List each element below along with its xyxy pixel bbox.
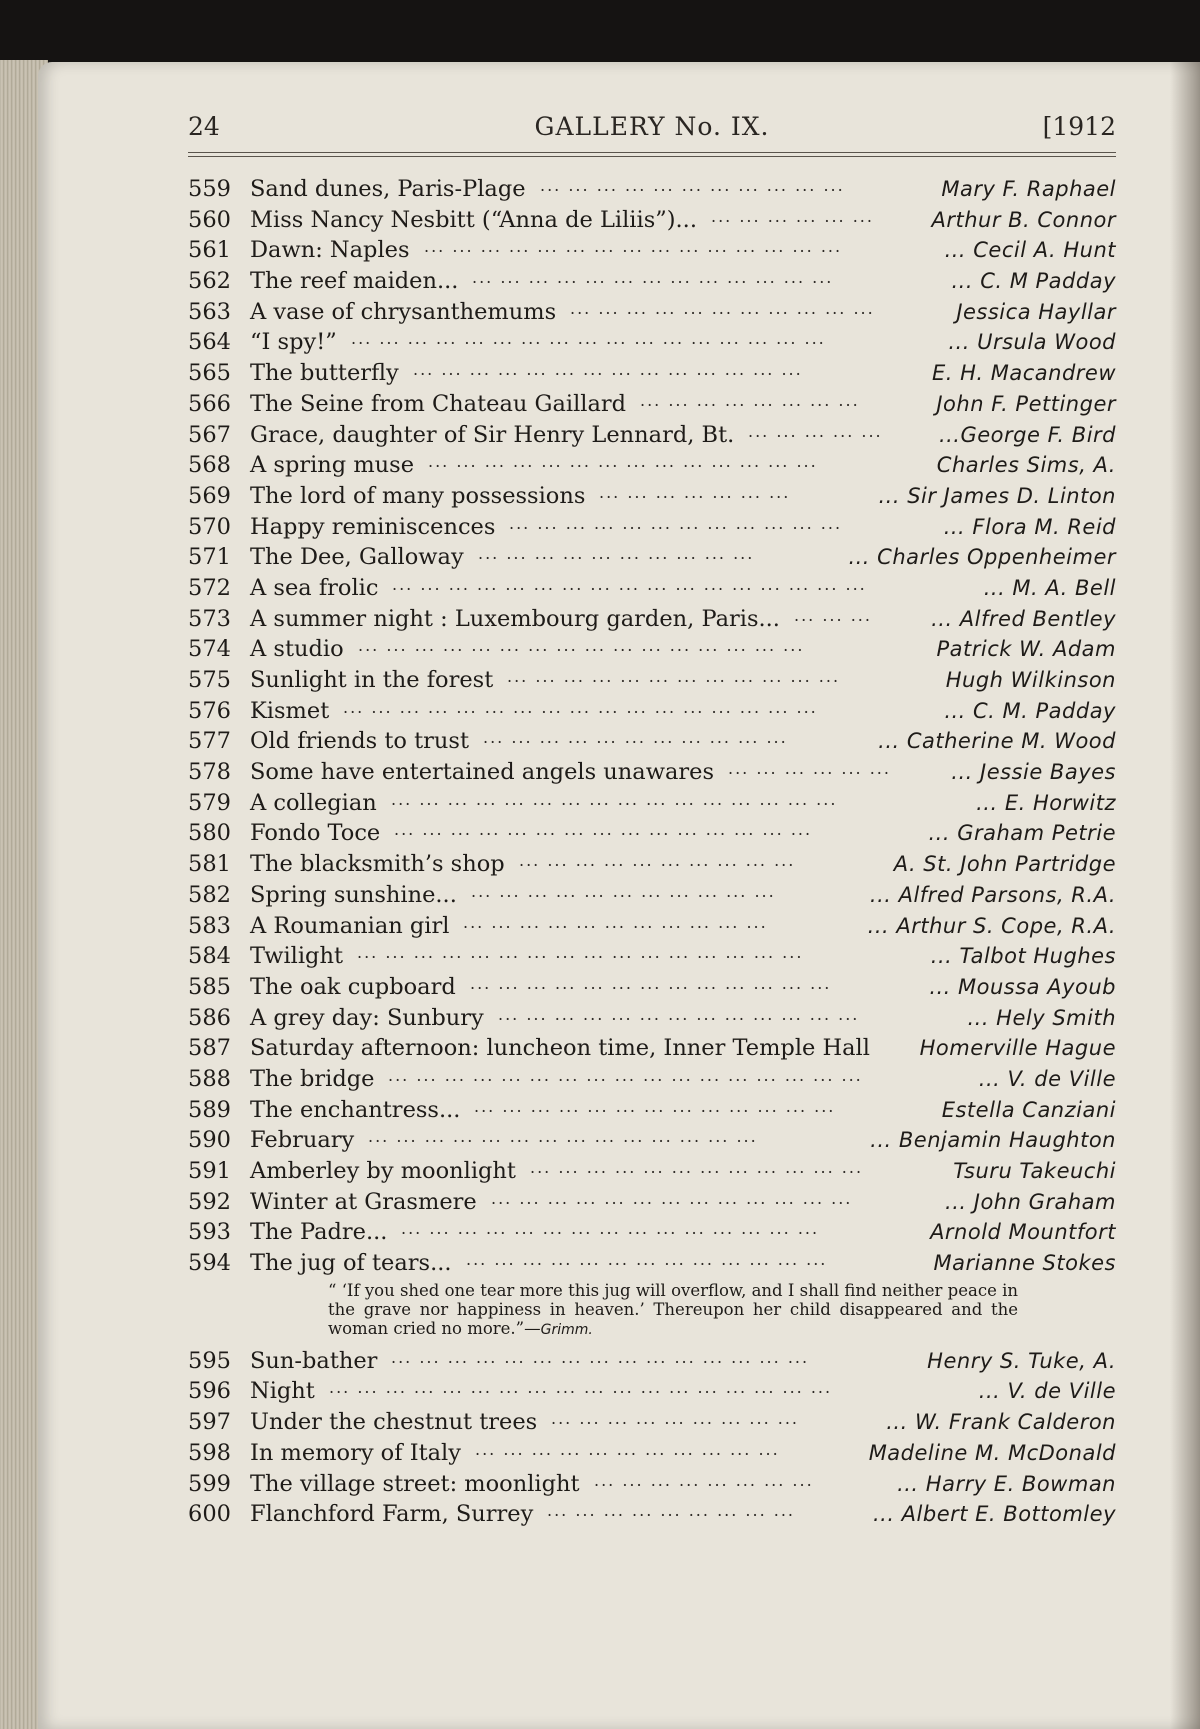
catalogue-entry <box>188 880 1128 911</box>
leader-dots: ... ... ... ... ... ... ... ... ... ... ... ... ... ... ... ... ... <box>343 697 818 717</box>
entry-number: 582 <box>188 881 231 908</box>
leader-dots: ... ... ... ... ... ... ... ... ... ... ... ... ... <box>491 1188 853 1208</box>
catalogue-entry <box>188 1346 1128 1377</box>
leader-dots: ... ... ... ... ... ... ... ... ... ... ... ... ... <box>470 973 832 993</box>
entry-title: The village street: moonlight <box>250 1470 580 1497</box>
entry-title: The jug of tears... <box>250 1250 452 1277</box>
leader-dots: ... ... ... ... ... ... ... ... ... ... ... ... <box>509 513 843 533</box>
leader-dots: ... ... ... ... ... ... ... ... ... ... <box>478 544 755 564</box>
catalogue-entry <box>188 634 1128 665</box>
entry-title: A vase of chrysanthemums <box>250 298 557 325</box>
entry-title: Twilight <box>250 943 343 970</box>
entry-title: The Seine from Chateau Gaillard <box>250 390 627 417</box>
entry-number: 598 <box>188 1439 231 1466</box>
entry-artist: Marianne Stokes <box>933 1251 1116 1276</box>
leader-dots: ... ... ... ... ... ... ... ... ... ... ... ... ... ... ... <box>394 820 813 840</box>
entry-artist: Estella Canziani <box>941 1097 1116 1122</box>
entry-artist: John F. Pettinger <box>936 391 1116 416</box>
entry-number: 564 <box>188 329 231 356</box>
leader-dots: ... ... ... ... ... ... ... ... ... ... ... <box>570 298 875 318</box>
catalogue-entry <box>188 1248 1128 1279</box>
entry-title: Flanchford Farm, Surrey <box>250 1501 534 1528</box>
catalogue-entry <box>188 788 1128 819</box>
catalogue-entry <box>188 1033 1128 1064</box>
entry-title: Spring sunshine... <box>250 881 457 908</box>
entry-number: 599 <box>188 1470 231 1497</box>
entry-number: 581 <box>188 851 231 878</box>
leader-dots: ... ... ... ... ... ... ... ... ... ... ... <box>471 881 776 901</box>
entry-number: 576 <box>188 697 231 724</box>
entry-number: 585 <box>188 973 231 1000</box>
entry-artist: ... M. A. Bell <box>983 575 1116 600</box>
entry-artist: Henry S. Tuke, A. <box>927 1348 1116 1373</box>
entry-artist: ... Talbot Hughes <box>930 944 1116 969</box>
leader-dots: ... ... ... ... ... ... <box>728 759 891 779</box>
catalogue-entry <box>188 266 1128 297</box>
leader-dots: ... ... ... ... ... ... ... ... ... ... ... ... ... ... ... ... ... <box>351 329 826 349</box>
entry-number: 568 <box>188 452 231 479</box>
quotation-attribution: Grimm. <box>540 1321 593 1338</box>
entry-number: 595 <box>188 1347 231 1374</box>
catalogue-entry <box>188 1438 1128 1469</box>
entry-artist: Charles Sims, A. <box>936 453 1116 478</box>
page-gutter-shadow <box>1170 62 1200 1729</box>
entry-title: “I spy!” <box>250 329 337 356</box>
entry-artist: ... Alfred Bentley <box>931 606 1116 631</box>
catalogue-entries <box>188 174 1128 1530</box>
leader-dots: ... ... ... ... ... ... ... ... ... ... ... ... ... <box>498 1004 860 1024</box>
catalogue-entry <box>188 911 1128 942</box>
leader-dots: ... ... ... ... ... ... ... ... ... ... ... ... ... ... ... ... <box>358 636 805 656</box>
catalogue-entry <box>188 573 1128 604</box>
catalogue-entry <box>188 818 1128 849</box>
entry-artist: ... Hely Smith <box>967 1005 1116 1030</box>
entry-title: Winter at Grasmere <box>250 1188 477 1215</box>
entry-artist: ... V. de Ville <box>978 1379 1116 1404</box>
catalogue-entry <box>188 1125 1128 1156</box>
leader-dots: ... ... ... ... ... ... ... ... ... <box>547 1501 796 1521</box>
leader-dots: ... ... ... ... ... ... ... ... ... ... ... <box>463 912 768 932</box>
leader-dots: ... ... ... ... ... ... ... ... <box>594 1470 814 1490</box>
entry-number: 592 <box>188 1188 231 1215</box>
catalogue-entry <box>188 1469 1128 1500</box>
entry-number: 571 <box>188 544 231 571</box>
leader-dots: ... ... ... ... ... ... ... ... ... ... ... <box>475 1439 780 1459</box>
entry-number: 567 <box>188 421 231 448</box>
entry-artist: ... Jessie Bayes <box>951 760 1116 785</box>
entry-artist: ... E. Horwitz <box>976 790 1116 815</box>
entry-artist: ... V. de Ville <box>978 1066 1116 1091</box>
entry-title: Dawn: Naples <box>250 237 410 264</box>
leader-dots: ... ... ... ... ... ... ... ... ... ... ... ... ... ... ... <box>391 1347 810 1367</box>
entry-artist: Arthur B. Connor <box>931 207 1116 232</box>
entry-artist: Arnold Mountfort <box>930 1220 1116 1245</box>
entry-title: Some have entertained angels unawares <box>250 759 714 786</box>
entry-artist: ...George F. Bird <box>938 422 1116 447</box>
entry-number: 580 <box>188 820 231 847</box>
entry-title: Under the chestnut trees <box>250 1409 538 1436</box>
entry-title: The butterfly <box>250 360 399 387</box>
catalogue-entry <box>188 327 1128 358</box>
leader-dots: ... ... ... ... ... ... ... ... ... <box>551 1409 800 1429</box>
entry-number: 587 <box>188 1035 231 1062</box>
entry-number: 584 <box>188 943 231 970</box>
entry-artist: ... Catherine M. Wood <box>878 729 1116 754</box>
entry-artist: ... John Graham <box>945 1189 1116 1214</box>
quotation-text: “ ‘If you shed one tear more this jug will overflow, and I shall find neither peace in the grave nor happiness in heaven.’ Thereupon her child disappeared and the woman cried no more.”— <box>328 1280 1018 1338</box>
leader-dots: ... ... ... ... ... ... ... ... ... ... ... ... ... ... ... ... ... ... <box>329 1378 833 1398</box>
leader-dots: ... ... ... ... ... ... ... ... ... ... ... <box>483 728 788 748</box>
catalogue-entry <box>188 941 1128 972</box>
leader-dots: ... ... ... ... ... ... ... ... ... ... ... ... ... ... ... ... <box>357 943 804 963</box>
catalogue-entry <box>188 174 1128 205</box>
grimm-quotation <box>328 1281 1018 1340</box>
leader-dots: ... ... ... ... ... ... ... ... <box>640 390 860 410</box>
entry-title: The bridge <box>250 1065 375 1092</box>
catalogue-entry <box>188 358 1128 389</box>
entry-number: 600 <box>188 1501 231 1528</box>
entry-artist: ... Moussa Ayoub <box>929 974 1116 999</box>
leader-dots: ... ... ... ... ... ... ... ... ... ... ... ... ... <box>474 1096 836 1116</box>
entry-artist: Tsuru Takeuchi <box>953 1159 1116 1183</box>
catalogue-entry <box>188 696 1128 727</box>
catalogue-entry <box>188 972 1128 1003</box>
entry-artist: A. St. John Partridge <box>893 852 1116 877</box>
catalogue-entry <box>188 450 1128 481</box>
entry-title: Miss Nancy Nesbitt (“Anna de Liliis”)... <box>250 206 697 233</box>
catalogue-entry <box>188 1095 1128 1126</box>
entry-title: Old friends to trust <box>250 728 470 755</box>
catalogue-entry <box>188 1064 1128 1095</box>
page-number: 24 <box>188 112 220 141</box>
entry-number: 573 <box>188 605 231 632</box>
catalogue-entry <box>188 726 1128 757</box>
entry-title: Saturday afternoon: luncheon time, Inner Temple Hall <box>250 1035 870 1062</box>
catalogue-entry <box>188 1217 1128 1248</box>
entry-title: Kismet <box>250 697 330 724</box>
catalogue-entry <box>188 542 1128 573</box>
entry-artist: ... Benjamin Haughton <box>870 1128 1116 1153</box>
entry-title: A studio <box>250 636 344 663</box>
entry-number: 596 <box>188 1378 231 1405</box>
entry-title: Happy reminiscences <box>250 513 496 540</box>
leader-dots: ... ... ... ... ... ... ... ... ... ... ... ... ... ... ... ... <box>391 789 838 809</box>
entry-artist: ... Cecil A. Hunt <box>944 238 1116 263</box>
entry-title: The oak cupboard <box>250 973 456 1000</box>
entry-title: The lord of many possessions <box>250 482 586 509</box>
catalogue-entry <box>188 481 1128 512</box>
catalogue-entry <box>188 512 1128 543</box>
leader-dots: ... ... ... ... ... ... ... ... ... ... ... ... ... ... <box>428 452 818 472</box>
catalogue-entry <box>188 235 1128 266</box>
leader-dots: ... ... ... ... ... ... ... ... ... ... ... ... ... ... ... ... ... <box>392 574 867 594</box>
catalogue-entry <box>188 1003 1128 1034</box>
entry-title: Night <box>250 1378 315 1405</box>
entry-number: 583 <box>188 912 231 939</box>
entry-artist: ... W. Frank Calderon <box>886 1410 1116 1435</box>
entry-title: Amberley by moonlight <box>250 1158 516 1184</box>
leader-dots: ... ... ... ... ... ... ... ... ... ... ... ... ... ... ... <box>401 1219 820 1239</box>
catalogue-year: [1912 <box>1042 112 1116 141</box>
leader-dots: ... ... ... ... ... ... ... ... ... ... <box>519 851 796 871</box>
entry-title: A Roumanian girl <box>250 912 450 939</box>
entry-artist: ... Harry E. Bowman <box>897 1471 1116 1496</box>
leader-dots: ... ... ... <box>794 605 872 625</box>
entry-number: 565 <box>188 360 231 387</box>
entry-number: 590 <box>188 1127 231 1154</box>
entry-artist: ... C. M Padday <box>951 269 1116 294</box>
catalogue-entry <box>188 757 1128 788</box>
leader-dots: ... ... ... ... ... ... ... ... ... ... ... ... ... ... ... <box>424 237 843 257</box>
entry-title: The enchantress... <box>250 1096 461 1123</box>
leader-dots: ... ... ... ... ... ... <box>711 206 874 226</box>
entry-artist: E. H. Macandrew <box>931 361 1116 386</box>
entry-title: The reef maiden... <box>250 268 459 295</box>
entry-title: The Dee, Galloway <box>250 544 464 571</box>
leader-dots: ... ... ... ... ... ... ... ... ... ... ... ... <box>530 1158 864 1177</box>
catalogue-entry <box>188 1376 1128 1407</box>
leader-dots: ... ... ... ... ... ... ... ... ... ... ... ... ... <box>472 268 834 288</box>
entry-title: The Padre... <box>250 1219 388 1246</box>
leader-dots: ... ... ... ... ... ... ... ... ... ... ... ... ... ... ... ... ... <box>388 1065 863 1085</box>
entry-number: 562 <box>188 268 231 295</box>
entry-title: Sand dunes, Paris-Plage <box>250 176 526 202</box>
catalogue-entry <box>188 1156 1128 1187</box>
entry-number: 570 <box>188 513 231 540</box>
catalogue-entry <box>188 604 1128 635</box>
entry-number: 563 <box>188 298 231 325</box>
entry-title: Fondo Toce <box>250 820 381 847</box>
leader-dots: ... ... ... ... ... ... ... <box>599 482 791 502</box>
entry-artist: Patrick W. Adam <box>936 637 1116 662</box>
entry-number: 566 <box>188 390 231 417</box>
entry-title: A summer night : Luxembourg garden, Paris... <box>250 605 780 632</box>
entry-artist: ... Charles Oppenheimer <box>848 545 1116 570</box>
entry-title: Grace, daughter of Sir Henry Lennard, Bt. <box>250 421 735 448</box>
leader-dots: ... ... ... ... ... ... ... ... ... ... ... ... ... ... <box>368 1127 758 1147</box>
leader-dots: ... ... ... ... ... <box>748 421 883 441</box>
header-rule <box>188 152 1116 157</box>
entry-number: 588 <box>188 1065 231 1092</box>
gallery-title: GALLERY No. IX. <box>534 112 770 141</box>
entry-artist: Jessica Hayllar <box>956 299 1116 324</box>
entry-artist: ... Arthur S. Cope, R.A. <box>867 913 1116 938</box>
entry-artist: Homerville Hague <box>919 1036 1116 1061</box>
entry-artist: Hugh Wilkinson <box>945 668 1116 692</box>
entry-artist: Mary F. Raphael <box>941 177 1116 201</box>
entry-title: A collegian <box>250 789 377 816</box>
entry-title: A spring muse <box>250 452 415 479</box>
entry-number: 572 <box>188 574 231 601</box>
entry-number: 589 <box>188 1096 231 1123</box>
leader-dots: ... ... ... ... ... ... ... ... ... ... ... <box>540 176 845 195</box>
catalogue-entry <box>188 389 1128 420</box>
entry-number: 561 <box>188 237 231 264</box>
entry-artist: ... Graham Petrie <box>928 821 1116 846</box>
catalogue-entry <box>188 420 1128 451</box>
entry-artist: ... Flora M. Reid <box>943 514 1116 539</box>
entry-number: 591 <box>188 1158 231 1184</box>
leader-dots: ... ... ... ... ... ... ... ... ... ... ... ... ... ... <box>413 360 803 380</box>
entry-number: 577 <box>188 728 231 755</box>
entry-number: 586 <box>188 1004 231 1031</box>
catalogue-entry <box>188 1187 1128 1218</box>
entry-artist: ... Ursula Wood <box>948 330 1116 355</box>
entry-number: 569 <box>188 482 231 509</box>
entry-title: February <box>250 1127 355 1154</box>
entry-number: 575 <box>188 667 231 693</box>
entry-number: 560 <box>188 206 231 233</box>
running-head <box>188 112 1116 152</box>
catalogue-entry <box>188 1499 1128 1530</box>
entry-artist: ... C. M. Padday <box>944 698 1116 723</box>
entry-number: 559 <box>188 176 231 202</box>
entry-title: The blacksmith’s shop <box>250 851 505 878</box>
leader-dots: ... ... ... ... ... ... ... ... ... ... ... ... ... <box>466 1250 828 1270</box>
entry-title: Sunlight in the forest <box>250 667 494 693</box>
entry-artist: ... Alfred Parsons, R.A. <box>869 882 1116 907</box>
entry-artist: ... Sir James D. Linton <box>878 483 1116 508</box>
catalogue-entry <box>188 297 1128 328</box>
entry-number: 593 <box>188 1219 231 1246</box>
leader-dots: ... ... ... ... ... ... ... ... ... ... ... ... <box>507 667 841 686</box>
entry-number: 597 <box>188 1409 231 1436</box>
catalogue-entry <box>188 849 1128 880</box>
catalogue-entry <box>188 1407 1128 1438</box>
entry-artist: Madeline M. McDonald <box>868 1440 1116 1465</box>
entry-title: A sea frolic <box>250 574 379 601</box>
catalogue-entry <box>188 665 1128 696</box>
entry-number: 594 <box>188 1250 231 1277</box>
entry-artist: ... Albert E. Bottomley <box>872 1502 1116 1527</box>
entry-title: A grey day: Sunbury <box>250 1004 484 1031</box>
entry-number: 578 <box>188 759 231 786</box>
entry-number: 574 <box>188 636 231 663</box>
entry-title: Sun-bather <box>250 1347 378 1374</box>
entry-title: In memory of Italy <box>250 1439 461 1466</box>
catalogue-entry <box>188 205 1128 236</box>
entry-number: 579 <box>188 789 231 816</box>
